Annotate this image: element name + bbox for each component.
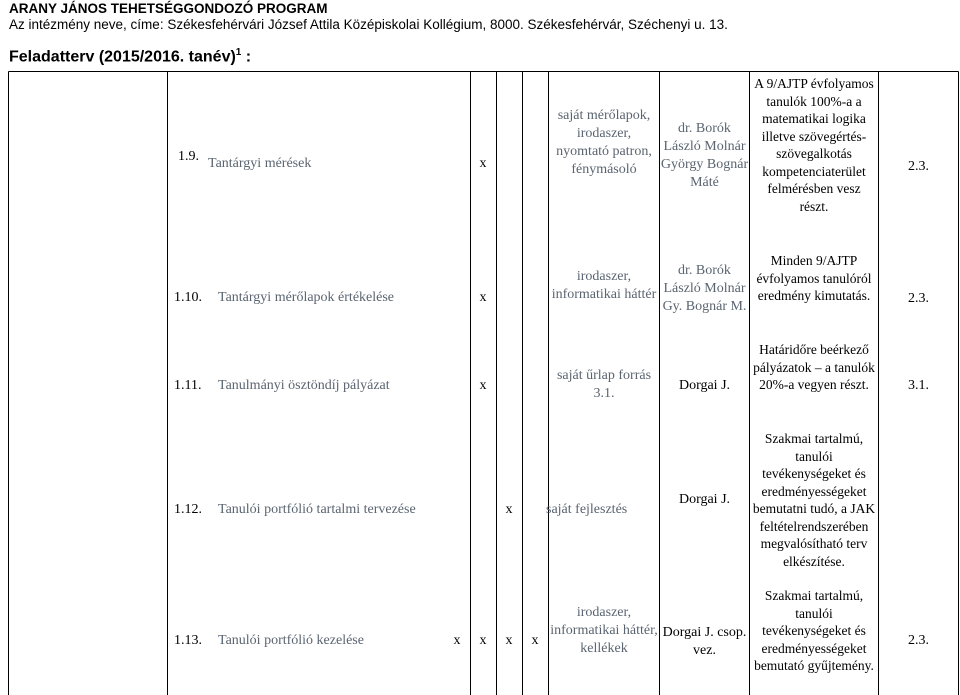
mark-cell: x (453, 633, 461, 648)
mark-cell: x (479, 156, 487, 171)
institution-line: Az intézmény neve, címe: Székesfehérvári József Attila Középiskolai Kollégium, 8000. Székesfehérvár, Széchenyi u. 13. (9, 17, 728, 32)
plan-title-text: Feladatterv (2015/2016. tanév) (9, 48, 236, 66)
row-number: 1.9. (178, 149, 199, 164)
row-number: 1.11. (174, 378, 202, 393)
indicator-cell: Minden 9/AJTP évfolyamos tanulóról eredmény kimutatás. (756, 253, 872, 303)
task-name: Tantárgyi mérőlapok értékelése (218, 290, 395, 305)
indicator-cell: Szakmai tartalmú, tanulói tevékenységeket és eredményességeket bemutatni tudó, a JAK feltételrendszerében megvalósítható terv elkészítése. (752, 431, 876, 569)
mark-cell: x (479, 633, 487, 648)
indicator-cell: Határidőre beérkező pályázatok – a tanulók 20%-a vegyen részt. (753, 342, 875, 392)
resources-cell: irodaszer, informatikai háttér, kellékek (550, 605, 658, 656)
mark-cell: x (505, 633, 513, 648)
indicator-cell: A 9/AJTP évfolyamos tanulók 100%-a a matematikai logika illetve szövegértés-szövegalkotás kompetenciaterület felmérésben vesz részt. (754, 76, 874, 214)
resources-cell: saját fejlesztés (546, 502, 628, 517)
task-name: Tanulmányi ösztöndíj pályázat (218, 378, 390, 393)
task-name: Tantárgyi mérések (208, 156, 312, 171)
row-number: 1.13. (174, 633, 202, 648)
reference-cell: 2.3. (908, 159, 929, 174)
plan-title (9, 47, 251, 66)
resources-cell: saját űrlap forrás 3.1. (556, 368, 652, 401)
mark-cell: x (479, 378, 487, 393)
mark-cell: x (531, 633, 539, 648)
reference-cell: 2.3. (908, 633, 929, 648)
program-name: ARANY JÁNOS TEHETSÉGGONDOZÓ PROGRAM (9, 1, 328, 16)
row-number: 1.10. (174, 290, 202, 305)
reference-cell: 3.1. (908, 378, 929, 393)
indicator-cell: Szakmai tartalmú, tanulói tevékenységeket és eredményességeket bemutató gyűjtemény. (754, 588, 874, 673)
responsible-cell: dr. Borók László Molnár Gy. Bognár M. (662, 263, 747, 314)
task-name: Tanulói portfólió kezelése (218, 633, 364, 648)
responsible-cell: Dorgai J. (678, 492, 731, 507)
plan-title-suffix: : (241, 48, 252, 66)
mark-cell: x (505, 502, 513, 517)
row-number: 1.12. (174, 502, 202, 517)
reference-cell: 2.3. (908, 291, 929, 306)
responsible-cell: Dorgai J. (678, 378, 731, 393)
responsible-cell: Dorgai J. csop. vez. (662, 625, 747, 658)
resources-cell: saját mérőlapok, irodaszer, nyomtató patron, fénymásoló (556, 108, 652, 177)
resources-cell: irodaszer, informatikai háttér (551, 269, 657, 302)
footnote-mark: 1 (235, 47, 242, 58)
mark-cell: x (479, 290, 487, 305)
task-name: Tanulói portfólió tartalmi tervezése (218, 502, 416, 517)
responsible-cell: dr. Borók László Molnár György Bognár Máté (660, 121, 749, 190)
